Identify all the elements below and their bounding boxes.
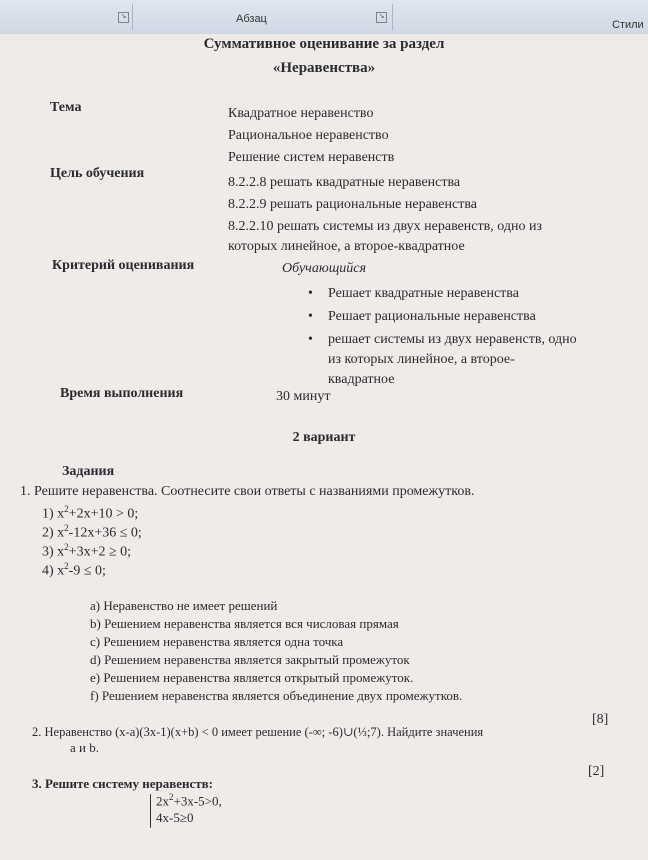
styles-group-label: Стили [612,19,644,31]
criteria-item: • Решает рациональные неравенства [328,309,536,325]
goal-item: 8.2.2.10 решать системы из двух неравенств, одно из [228,219,542,234]
task1-item: 3) $x^2+3x+2 \ge 0$; [42,542,132,560]
goal-item: 8.2.2.9 решать рациональные неравенства [228,197,477,212]
task3-text: 3. Решите систему неравенств: [32,776,213,791]
criteria-intro: Обучающийся [282,261,367,276]
criteria-item: квадратное [328,372,395,387]
criteria-item: • решает системы из двух неравенств, одно [328,332,577,348]
criteria-label: Критерий оценивания [52,258,195,273]
system-eq: $2x^2+3x-5>0$, [156,792,222,809]
goal-label: Цель обучения [50,166,145,181]
tasks-title: Задания [62,464,115,479]
doc-title-line2: «Неравенства» [272,60,376,76]
topic-label: Тема [50,100,82,115]
criteria-item: из которых линейное, а второе- [328,352,515,367]
task1-score: [8] [592,712,609,727]
task1-option: c) Решением неравенства является одна точка [90,634,344,649]
paragraph-dialog-launcher-icon[interactable]: ↘ [376,12,387,23]
task1-option: d) Решением неравенства является закрытый промежуток [90,652,410,667]
task1-item: 4) $x^2-9 \le 0$; [42,561,106,579]
topic-item: Квадратное неравенство [228,106,374,121]
task1-option: a) Неравенство не имеет решений [90,598,278,613]
font-dialog-launcher-icon[interactable]: ↘ [118,12,129,23]
task2-text: a и b. [70,740,99,755]
doc-title-line1: Суммативное оценивание за раздел [203,36,445,52]
topic-item: Рациональное неравенство [228,128,389,143]
time-label: Время выполнения [60,386,184,401]
task1-option: b) Решением неравенства является вся числовая прямая [90,616,399,631]
word-ribbon [0,0,648,35]
criteria-item: • Решает квадратные неравенства [328,286,519,302]
goal-item: которых линейное, а второе-квадратное [228,239,465,254]
task2-text: 2. Неравенство (x-a)(3x-1)(x+b) < 0 имеет решение (-∞; -6)∪(⅓;7). Найдите значения [32,725,484,739]
task1-option: f) Решением неравенства является объединение двух промежутков. [90,688,463,703]
ribbon-separator [132,4,133,30]
topic-item: Решение систем неравенств [228,150,395,165]
task1-item: 2) $x^2-12x+36 \le 0$; [42,523,142,541]
variant-heading: 2 вариант [292,430,356,445]
system-eq: 4x-5≥0 [156,810,194,825]
goal-item: 8.2.2.8 решать квадратные неравенства [228,175,461,190]
ribbon-separator [392,4,393,30]
task1-text: 1. Решите неравенства. Соотнесите свои ответы с названиями промежутков. [20,484,475,499]
time-value: 30 минут [276,389,331,404]
system-brace [150,794,151,828]
task1-item: 1) $x^2+2x+10 > 0$; [42,504,139,522]
document-page [0,34,648,860]
task2-score: [2] [588,764,605,779]
task1-option: e) Решением неравенства является открытый промежуток. [90,670,414,685]
paragraph-group-label: Абзац [236,13,267,25]
